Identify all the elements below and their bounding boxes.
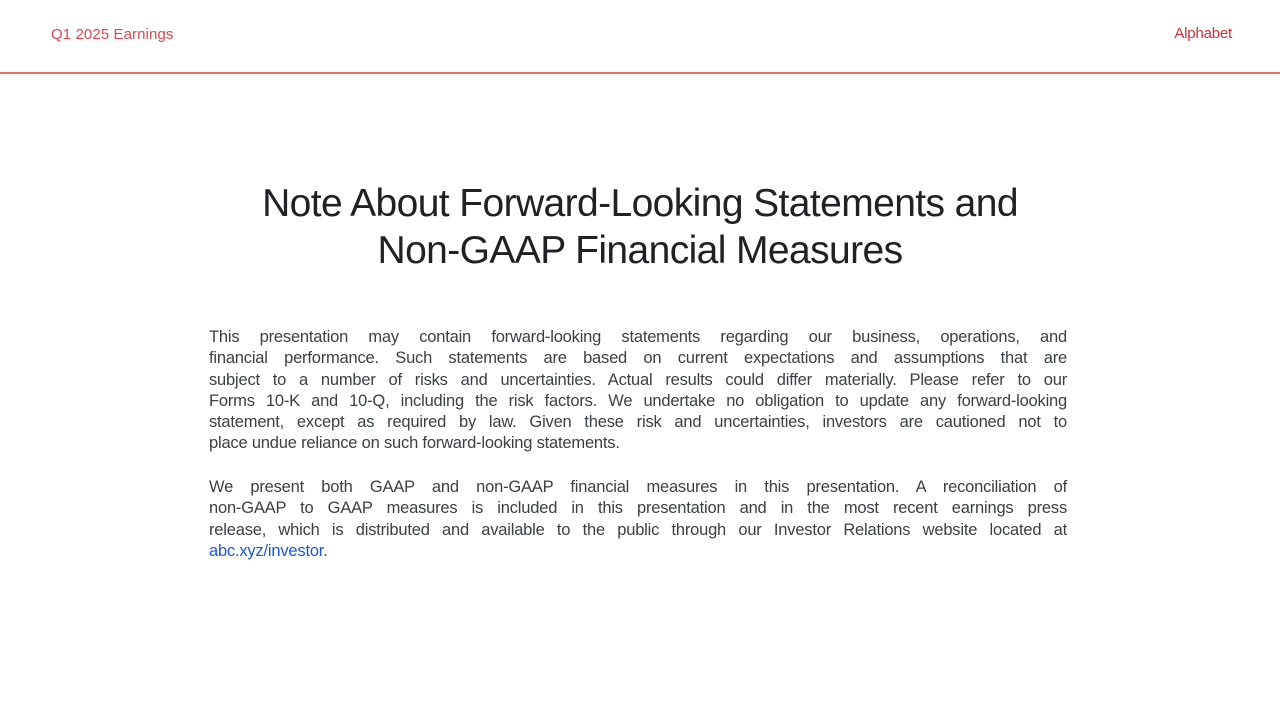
paragraph-line: Forms 10-K and 10-Q, including the risk factors. We undertake no obligation to update any forward-looking (209, 391, 1067, 410)
deck-label: Q1 2025 Earnings (51, 26, 174, 43)
non-gaap-paragraph (209, 477, 1067, 562)
header-divider (0, 72, 1280, 74)
slide-title-line-1: Note About Forward-Looking Statements and (262, 182, 1018, 225)
forward-looking-paragraph (209, 327, 1067, 455)
paragraph-line: place undue reliance on such forward-looking statements. (209, 434, 620, 453)
paragraph-line: This presentation may contain forward-looking statements regarding our business, operations, and (209, 328, 1067, 346)
paragraph-line: statement, except as required by law. Given these risk and uncertainties, investors are cautioned not to (209, 413, 1067, 432)
paragraph-line: financial performance. Such statements are based on current expectations and assumptions that are (209, 349, 1067, 368)
link-suffix: . (323, 541, 328, 560)
paragraph-line-link (209, 541, 1067, 562)
paragraph-line: We present both GAAP and non-GAAP financial measures in this presentation. A reconciliation of (209, 478, 1067, 496)
slide-title (0, 180, 1280, 274)
company-logo-text: Alphabet (1174, 25, 1232, 42)
slide-title-line-2: Non-GAAP Financial Measures (377, 229, 903, 272)
investor-relations-link[interactable]: abc.xyz/investor (209, 541, 324, 560)
paragraph-line: release, which is distributed and available to the public through our Investor Relations website located at (209, 520, 1067, 539)
paragraph-line: subject to a number of risks and uncertainties. Actual results could differ materially. Please refer to our (209, 370, 1067, 389)
paragraph-line: non-GAAP to GAAP measures is included in this presentation and in the most recent earnings press (209, 499, 1067, 518)
